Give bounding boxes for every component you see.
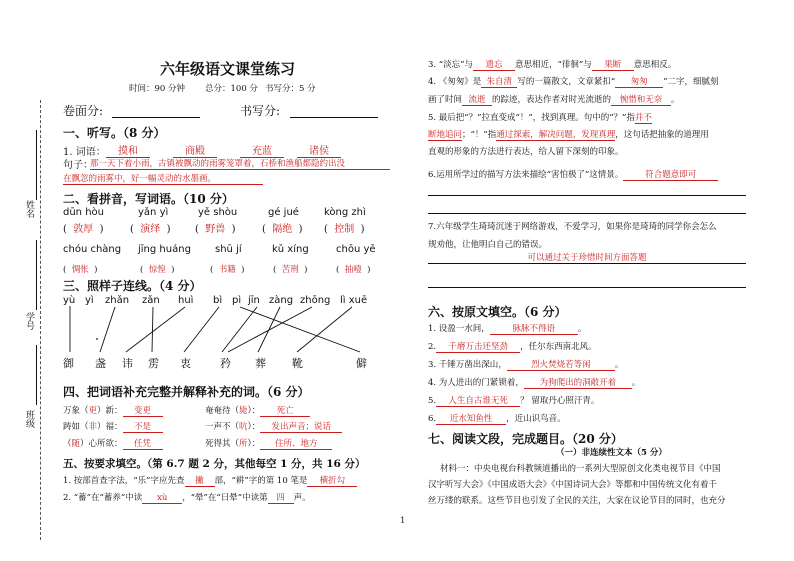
pinyin: shū jí [215, 244, 242, 255]
q4: 4. 《匆匆》是 朱自清 写的一篇散文，文章紧扣“ 匆匆 ”二字，细腻刻 [428, 77, 719, 87]
answer: 惆怅 [71, 265, 89, 275]
answer-line[interactable] [428, 194, 746, 196]
poem-1: 1. 设盈一水间， 脉脉不得语 。 [428, 324, 587, 334]
q6: 6.运用所学过的描写方法来描绘“害怕极了”这情景。 符合题意即可 [428, 168, 718, 181]
pinyin: zhōng [300, 295, 331, 306]
idiom-row-3: （随）心所欲： 任凭 [63, 437, 163, 450]
q5-cont: 断地追问；“！”指通过探索，解决问题，发现真理，这句话把抽象的道理用 [428, 130, 709, 140]
poem-2: 2. 千磨万击还坚劲 ，任尔东西南北风。 [428, 342, 597, 352]
match-char: 僻 [356, 357, 367, 370]
answer: 敦厚 [73, 224, 94, 235]
section-7-subheading: （一）非连续性文本（5 分） [556, 448, 667, 458]
q4-cont: 画了时间 流逝 的踪迹，表达作者对时光流逝的 惋惜和无奈 。 [428, 95, 680, 105]
reading-line: 汉字听写大会》《中国成语大会》《中国诗词大会》等都和中国传统文化有着千 [428, 480, 718, 490]
pinyin: zàng [269, 295, 294, 306]
writing-score-label: 书写分: [240, 104, 281, 118]
match-char: 盏 [95, 357, 106, 370]
match-line [222, 307, 257, 352]
dictation-label: 1. 词语： [63, 147, 106, 158]
pinyin: zhǎn [105, 295, 130, 306]
answer: 商殿 [173, 142, 217, 158]
reading-line: 丝万缕的联系。这些节目也引发了全民的关注，大家在议论节目的同时，也充分 [428, 496, 726, 506]
page-title: 六年级语文课堂练习 [160, 60, 296, 78]
section-6-heading: 六、按原文填空。（6 分） [428, 305, 567, 319]
q5-2: 2. “蓄”在“蓄养”中读 xù ，“晕”在“日晕”中读第 四 声。 [63, 493, 311, 503]
answer: 苦刑 [281, 265, 299, 275]
answer: 充蓝 [240, 142, 284, 158]
exam-writing-score: 书写分：5 分 [265, 84, 316, 94]
q5-1: 1. 按部首查字法，“乐”字应先查 撇 部，“耕”字的第 10 笔是 横折勾 [63, 474, 357, 487]
sentence-label: 句子： [63, 160, 93, 171]
reading-line: 材料一：中央电视台科教频道播出的一系列大型原创文化类电视节目《中国 [440, 464, 721, 474]
pinyin: kòng zhì [324, 207, 366, 218]
answer: 控制 [334, 224, 355, 235]
match-char: 靴 [292, 357, 303, 370]
pinyin: kǔ xíng [272, 244, 309, 255]
q3: 3. “淡忘”与 遗忘 意思相近，“徘徊”与 果断 意思相反。 [428, 60, 677, 70]
pinyin: jīn [248, 295, 260, 306]
answer: 书籍 [218, 265, 236, 275]
exam-total: 总分：100 分 [205, 84, 258, 94]
match-line [258, 307, 280, 352]
match-char: 御 [63, 357, 74, 370]
exam-time: 时间：90 分钟 [129, 84, 186, 94]
q7-answer: 可以通过关于珍惜时间方面答题 [428, 251, 746, 264]
answer-line[interactable] [428, 212, 746, 214]
match-line [152, 307, 153, 352]
poem-6: 6. 近水知鱼性 ，近山识鸟音。 [428, 414, 566, 424]
match-char: 雳 [148, 357, 159, 370]
pinyin: lì xuē [340, 295, 368, 306]
answer-sentence: 在飘忽的雨雾中，好一幅灵动的水墨画。 [63, 172, 263, 185]
answer: 摸和 [106, 142, 150, 158]
side-label-name: 姓名 [24, 200, 34, 218]
match-char: 衷 [180, 357, 191, 370]
pinyin: huì [178, 295, 194, 306]
idiom-row-2: 踌如（非）福： 不是 [63, 420, 163, 433]
idiom-row-1: 万象（更）新： 变更 [63, 404, 163, 417]
answer: 演绎 [140, 224, 161, 235]
section-4-heading: 四、把词语补充完整并解释补充的词。（6 分） [63, 385, 310, 399]
idiom-row-3b: 死得其（所）： 住所、地方 [205, 437, 332, 450]
pinyin: chóu chàng [63, 244, 122, 255]
match-line [126, 307, 185, 352]
answer: 惊惶 [148, 265, 166, 275]
pinyin: pì [232, 295, 242, 306]
idiom-row-1b: 奄奄待（毙）： 死亡 [205, 404, 310, 417]
section-3-heading: 三、照样子连线。（4 分） [63, 279, 202, 293]
side-label-class: 班级 [24, 410, 34, 428]
answer-line[interactable] [428, 286, 746, 288]
pinyin: bì [213, 295, 223, 306]
match-char: 讳 [122, 357, 133, 370]
paper-score-label: 卷面分: [63, 104, 104, 118]
q7-cont: 规劝他，让他明白自己的错误。 [428, 240, 548, 250]
pinyin: dūn hòu [63, 207, 104, 218]
answer-sentence: 那一天下着小雨，古镇被飘动的雨雾笼罩着，石桥和渔船都隐约出没 [90, 157, 390, 170]
answer: 诸侯 [297, 142, 341, 158]
match-line [184, 307, 219, 352]
pinyin: jīng huáng [138, 244, 191, 255]
match-char: 矜 [220, 357, 231, 370]
page-number: 1 [400, 516, 406, 526]
section-2-heading: 二、看拼音，写词语。（10 分） [63, 192, 234, 206]
exam-page: 姓名 学号 班级 六年级语文课堂练习 时间：90 分钟 总分：100 分 书写分：5 分 卷面分: 书写分: 一、听写。（8 分） 1. 词语： 摸和 商殿 充蓝 诸侯 句子： 那一天下着小雨，古镇被飘动的雨雾笼罩着，石桥和渔船都隐约出没 在飘忽的雨雾中，好一幅灵动的水墨画。 二、看拼音，写词语。（10 分） dūn hòu yǎn yì yě shòu gé jué kòng zhì ( 敦厚 ) ( 演绎 ) ( 野兽 ) ( 隔绝 ) ( 控制 ) chóu chàng jīng huáng shū jí kǔ xíng chōu yē ( 惆怅 ) ( 惊惶 ) ( 书籍 ) ( 苦刑 ) ( 抽噎 ) 三、照样子连线。（4 分） yù yì zhǎn zǎn huì bì pì jīn zàng zhōng lì xuē 御 盏 讳 雳 衷 矜 葬 靴 僻 四、把词语补充完整并解释补充的词。（6 分） 万象（更）新： 变更 奄奄待（毙）： 死亡 踌如（非）福： 不是 一声不（吭）： 发出声音；说话 （随）心所欲： 任凭 死得其（所）： 住所、地方 五、按要求填空。（第 6.7 题 2 分，其他每空 1 分，共 16 分） 1. 按部首查字法，“乐”字应先查 撇 部，“耕”字的第 10 笔是 横折勾 2. “蓄”在“蓄养”中读 xù ，“晕”在“日晕”中读第 四 声。 3. “淡忘”与 遗忘 意思相近，“徘徊”与 果断 意思相反。 4. 《匆匆》是 朱自清 写的一篇散文，文章紧扣“ 匆匆 ”二字，细腻刻 画了时间 流逝 的踪迹，表达作者对时光流逝的 惋惜和无奈 。 5. 最后把“？”拉直变成“！”，找到真理。句中的“？”指并不 断地追问；“！”指通过探索，解决问题，发现真理，这句话把抽象的道理用 直观的形象的方法进行表达，给人留下深刻的印象。 6.运用所学过的描写方法来描绘“害怕极了”这情景。 符合题意即可 7.六年级学生琦琦沉迷于网络游戏，不爱学习，如果你是琦琦的同学你会怎么 规劝他，让他明白自己的错误。 可以通过关于珍惜时间方面答题 六、按原文填空。（6 分） 1. 设盈一水间， 脉脉不得语 。 2. 千磨万击还坚劲 ，任尔东西南北风。 3. 千锤万凿出深山， 烈火焚烧若等闲 。 4. 为人进出的门紧锁着， 为狗爬出的洞敞开着 。 5. 人生自古谁无死 ？ 留取丹心照汗青。 6. 近水知鱼性 ，近山识鸟音。 七、阅读文段，完成题目。（20 分） （一）非连续性文本（5 分） 材料一：中央电视台科教频道播出的一系列大型原创文化类电视节目《中国 汉字听写大会》《中国成语大会》《中国诗词大会》等都和中国传统文化有着千 丝万缕的联系。这些节目也引发了全民的关注，大家在议论节目的同时，也充分 1 [0, 0, 794, 561]
pinyin: zǎn [142, 295, 160, 306]
answer: 抽噎 [344, 265, 362, 275]
poem-4: 4. 为人进出的门紧锁着， 为狗爬出的洞敞开着 。 [428, 378, 641, 388]
answer: 野兽 [205, 224, 226, 235]
pinyin: gé jué [268, 207, 299, 218]
q5-end: 直观的形象的方法进行表达，给人留下深刻的印象。 [428, 147, 624, 157]
match-line [100, 307, 115, 352]
pinyin: yì [85, 295, 94, 306]
pinyin: yù [63, 295, 76, 306]
match-char: 葬 [255, 357, 266, 370]
pinyin: yě shòu [198, 207, 238, 218]
answer: 隔绝 [272, 224, 293, 235]
match-line [297, 307, 352, 352]
pinyin: yǎn yì [138, 207, 169, 218]
poem-3: 3. 千锤万凿出深山， 烈火焚烧若等闲 。 [428, 360, 624, 370]
idiom-row-2b: 一声不（吭）： 发出声音；说话 [205, 420, 342, 433]
q7: 7.六年级学生琦琦沉迷于网络游戏，不爱学习，如果你是琦琦的同学你会怎么 [428, 222, 717, 232]
side-label-number: 学号 [24, 312, 34, 330]
section-5-heading: 五、按要求填空。（第 6.7 题 2 分，其他每空 1 分，共 16 分） [63, 458, 366, 470]
section-1-heading: 一、听写。（8 分） [63, 126, 166, 140]
q5: 5. 最后把“？”拉直变成“！”，找到真理。句中的“？”指并不 [428, 113, 652, 123]
poem-5: 5. 人生自古谁无死 ？ 留取丹心照汗青。 [428, 396, 600, 406]
section-7-heading: 七、阅读文段，完成题目。（20 分） [428, 432, 623, 446]
dot-mark [96, 338, 98, 340]
pinyin: chōu yē [336, 244, 376, 255]
